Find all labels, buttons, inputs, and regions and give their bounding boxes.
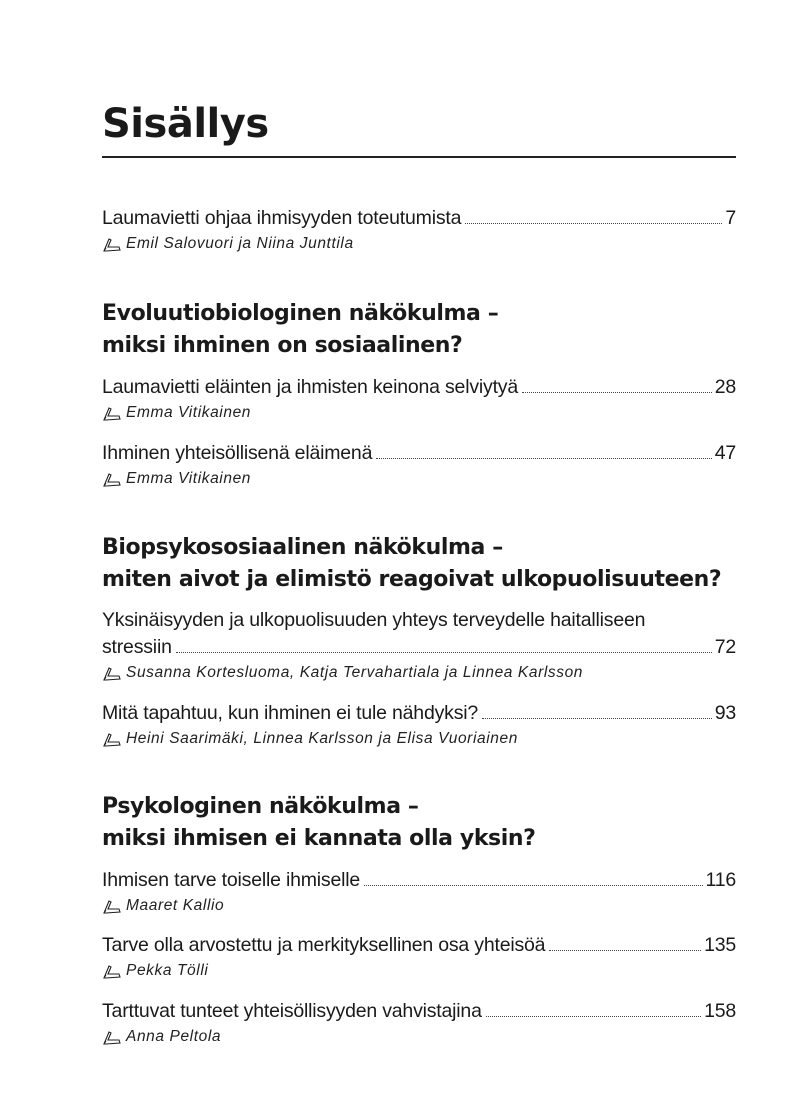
entry-authors: Emil Salovuori ja Niina Junttila	[126, 235, 354, 252]
dot-leader	[176, 651, 712, 653]
page-number: 7	[725, 207, 736, 229]
section-heading	[102, 791, 536, 855]
page-number: 72	[714, 636, 736, 658]
toc-entry[interactable]	[102, 374, 736, 425]
entry-title: Laumavietti ohjaa ihmisyyden toteutumista	[102, 207, 462, 229]
section-heading-line: Psykologinen näkökulma –	[102, 794, 419, 819]
writing-hand-icon	[102, 665, 122, 681]
entry-title: Ihmisen tarve toiselle ihmiselle	[102, 869, 361, 891]
page-number: 47	[714, 442, 736, 464]
page-number: 93	[714, 702, 736, 724]
entry-authors: Heini Saarimäki, Linnea Karlsson ja Elisa Vuoriainen	[126, 730, 518, 747]
entry-authors: Pekka Tölli	[126, 962, 209, 979]
dot-leader	[364, 884, 702, 886]
page-number: 135	[704, 934, 736, 956]
writing-hand-icon	[102, 405, 122, 421]
dot-leader	[522, 391, 712, 393]
entry-title-line: Yksinäisyyden ja ulkopuolisuuden yhteys terveydelle haitalliseen	[102, 609, 646, 631]
writing-hand-icon	[102, 898, 122, 914]
section-heading-line: miksi ihmisen ei kannata olla yksin?	[102, 826, 536, 851]
entry-title: Laumavietti eläinten ja ihmisten keinona selviytyä	[102, 376, 518, 398]
dot-leader	[465, 222, 722, 224]
page-number: 158	[704, 1000, 736, 1022]
page-number: 28	[714, 376, 736, 398]
entry-title: Ihminen yhteisöllisenä eläimenä	[102, 442, 373, 464]
section-heading-line: miten aivot ja elimistö reagoivat ulkopuolisuuteen?	[102, 567, 722, 592]
toc-entry[interactable]	[102, 867, 736, 918]
page-number: 116	[705, 869, 736, 891]
writing-hand-icon	[102, 236, 122, 252]
entry-authors: Emma Vitikainen	[126, 404, 252, 421]
title-rule	[102, 156, 736, 158]
writing-hand-icon	[102, 963, 122, 979]
writing-hand-icon	[102, 471, 122, 487]
dot-leader	[549, 949, 701, 951]
page-title: Sisällys	[102, 101, 269, 147]
entry-authors: Emma Vitikainen	[126, 470, 252, 487]
entry-authors: Maaret Kallio	[126, 897, 225, 914]
toc-entry[interactable]	[102, 700, 736, 751]
section-heading-line: Evoluutiobiologinen näkökulma –	[102, 301, 499, 326]
dot-leader	[376, 457, 711, 459]
writing-hand-icon	[102, 1029, 122, 1045]
section-heading	[102, 298, 498, 362]
toc-entry[interactable]	[102, 932, 736, 983]
toc-entry[interactable]	[102, 440, 736, 491]
section-heading	[102, 532, 721, 596]
toc-entry[interactable]	[102, 205, 736, 256]
section-heading-line: miksi ihminen on sosiaalinen?	[102, 333, 463, 358]
section-heading-line: Biopsykososiaalinen näkökulma –	[102, 535, 503, 560]
entry-title: Tarttuvat tunteet yhteisöllisyyden vahvistajina	[102, 1000, 482, 1022]
toc-entry[interactable]	[102, 607, 736, 685]
entry-authors: Anna Peltola	[126, 1028, 222, 1045]
toc-entry[interactable]	[102, 998, 736, 1049]
dot-leader	[482, 717, 712, 719]
entry-title: stressiin	[102, 636, 172, 658]
entry-title: Tarve olla arvostettu ja merkityksellinen osa yhteisöä	[102, 934, 546, 956]
entry-title: Mitä tapahtuu, kun ihminen ei tule nähdyksi?	[102, 702, 479, 724]
writing-hand-icon	[102, 731, 122, 747]
dot-leader	[486, 1015, 701, 1017]
entry-authors: Susanna Kortesluoma, Katja Tervahartiala ja Linnea Karlsson	[126, 664, 584, 681]
